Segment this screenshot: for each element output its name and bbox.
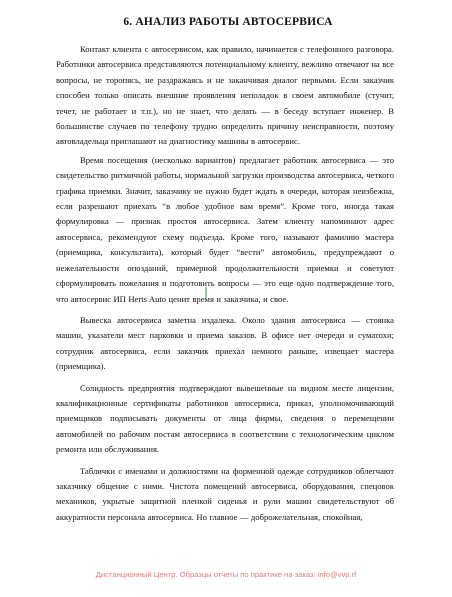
paragraph-3: Вывеска автосервиса заметна издалека. Около здания автосервиса — стоянка машин, указатели мест парковки и приема заказов. В офисе нет очереди и суматохи; сотрудник автосервиса, если заказчик приехал немного раньше, извещает мастера (приемщика). [56, 314, 394, 372]
paragraph-5: Таблички с именами и должностями на форменной одежде сотрудников облегчают заказчику общение с ними. Чистота помещений автосервиса, оборудования, спецовок механиков, укрытые защитной пленкой сиденья и рули машин свидетельствуют об аккуратности персонала автосервиса. Но главное — доброжелательная, спокойная, [56, 465, 394, 522]
paragraph-4: Солидность предприятия подтверждают вывешенные на видном месте лицензии, квалификационные сертификаты работников автосервиса, приказ, уполномочивающий приемщиков подписывать документы от лица фирмы, сведения о перемещении автомобилей по рабочим постам автосервиса в соответствии с технологическим циклом ремонта или обслуживания. [56, 382, 394, 455]
footer-watermark: Дистанционный Центр. Образцы отчеты по практике на заказ: info@vvp.rf [95, 570, 357, 579]
paragraph-1: Контакт клиента с автосервисом, как правило, начинается с телефонного разговора. Работники автосервиса представляются потенциальному клиенту, вежливо отвечают на все вопросы, не торопясь, не раздражаясь и не заканчивая диалог первыми. Если заказчик способен только описать внешние проявления неполадок в своем автомобиле (стучит, течет, не работает и т.п.), но не знает, что делать — в беседу вступает инженер. В большинстве случаев по телефону трудно определить причину неисправности, поэтому автовладельца приглашают на диагностику машины в автосервис. [56, 44, 394, 147]
watermark-mark [205, 287, 213, 298]
paragraph-2: Время посещения (несколько вариантов) предлагает работник автосервиса — это свидетельство ритмичной работы, нормальной загрузки производства автосервиса, четкого графика приемки. Значит, заказчику не нужно будет ждать в очереди, которая неизбежна, если разрешают приехать “в любое удобное вам время”. Кроме того, иногда такая формулировка — признак простоя автосервиса. Затем клиенту напоминают адрес автосервиса, рекомендуют схему подъезда. Кроме того, называют фамилию мастера (приемщика, консультанта), который будет “вести” автомобиль, предупреждают о нежелательности опозданий, примерной продолжительности приемки и советуют сформулировать пожелания и подготовить вопросы — это еще одно подтверждение того, что автосервис ИП Herts Auto ценит время и заказчика, и свое. [56, 154, 394, 304]
section-title: 6. АНАЛИЗ РАБОТЫ АВТОСЕРВИСА [123, 16, 333, 28]
